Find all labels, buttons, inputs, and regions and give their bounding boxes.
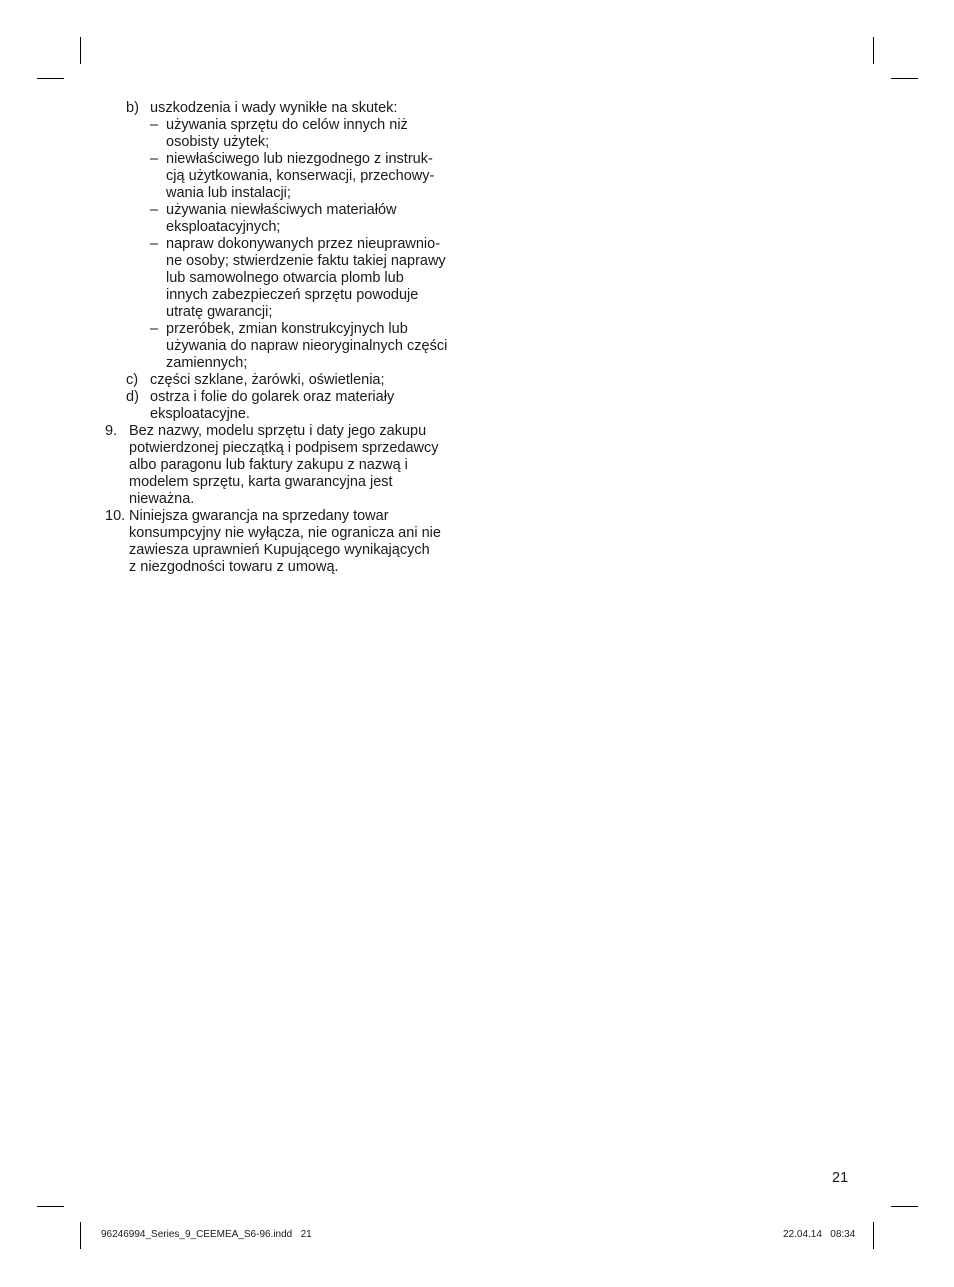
dash-item-line: napraw dokonywanych przez nieuprawnio-	[166, 236, 441, 252]
item-9-line: modelem sprzętu, karta gwarancyjna jest	[129, 474, 393, 490]
section-c-text: części szklane, żarówki, oświetlenia;	[150, 372, 385, 388]
dash-item-line: cją użytkowania, konserwacji, przechowy-	[166, 168, 435, 184]
section-d-line: eksploatacyjne.	[150, 406, 250, 422]
dash-item-line: eksploatacyjnych;	[166, 219, 281, 235]
dash-bullet: –	[150, 151, 159, 167]
dash-bullet: –	[150, 202, 159, 218]
crop-mark-top-right-vertical	[873, 37, 874, 64]
page-number: 21	[832, 1170, 849, 1186]
crop-mark-bottom-right-horizontal	[891, 1206, 918, 1207]
crop-mark-top-left-horizontal	[37, 78, 64, 79]
dash-item-line: ne osoby; stwierdzenie faktu takiej naprawy	[166, 253, 446, 269]
item-10-line: Niniejsza gwarancja na sprzedany towar	[129, 508, 389, 524]
dash-item-line: utratę gwarancji;	[166, 304, 273, 320]
item-10-line: konsumpcyjny nie wyłącza, nie ogranicza ani nie	[129, 525, 441, 541]
crop-mark-bottom-left-vertical	[80, 1222, 81, 1249]
dash-item-line: innych zabezpieczeń sprzętu powoduje	[166, 287, 419, 303]
crop-mark-bottom-left-horizontal	[37, 1206, 64, 1207]
footer-datetime: 22.04.14 08:34	[783, 1229, 856, 1240]
section-c-label: c)	[126, 372, 139, 388]
crop-mark-top-right-horizontal	[891, 78, 918, 79]
dash-item-line: wania lub instalacji;	[166, 185, 291, 201]
item-10-line: zawiesza uprawnień Kupującego wynikających	[129, 542, 430, 558]
section-d-line: ostrza i folie do golarek oraz materiały	[150, 389, 395, 405]
crop-mark-bottom-right-vertical	[873, 1222, 874, 1249]
item-9-line: nieważna.	[129, 491, 195, 507]
dash-item-line: zamiennych;	[166, 355, 248, 371]
dash-bullet: –	[150, 117, 159, 133]
item-9-line: potwierdzonej pieczątką i podpisem sprzedawcy	[129, 440, 439, 456]
section-b-intro: uszkodzenia i wady wynikłe na skutek:	[150, 100, 398, 116]
dash-item-line: niewłaściwego lub niezgodnego z instruk-	[166, 151, 433, 167]
item-10-label: 10.	[105, 508, 126, 524]
crop-mark-top-left-vertical	[80, 37, 81, 64]
section-b-label: b)	[126, 100, 139, 116]
footer-file-name: 96246994_Series_9_CEEMEA_S6-96.indd 21	[101, 1229, 312, 1240]
item-9-line: albo paragonu lub faktury zakupu z nazwą i	[129, 457, 408, 473]
item-9-label: 9.	[105, 423, 118, 439]
dash-bullet: –	[150, 321, 159, 337]
item-9-line: Bez nazwy, modelu sprzętu i daty jego zakupu	[129, 423, 427, 439]
dash-bullet: –	[150, 236, 159, 252]
dash-item-line: osobisty użytek;	[166, 134, 270, 150]
dash-item-line: lub samowolnego otwarcia plomb lub	[166, 270, 404, 286]
dash-item-line: używania niewłaściwych materiałów	[166, 202, 397, 218]
section-d-label: d)	[126, 389, 139, 405]
item-10-line: z niezgodności towaru z umową.	[129, 559, 339, 575]
dash-item-line: używania sprzętu do celów innych niż	[166, 117, 408, 133]
dash-item-line: przeróbek, zmian konstrukcyjnych lub	[166, 321, 408, 337]
dash-item-line: używania do napraw nieoryginalnych części	[166, 338, 448, 354]
